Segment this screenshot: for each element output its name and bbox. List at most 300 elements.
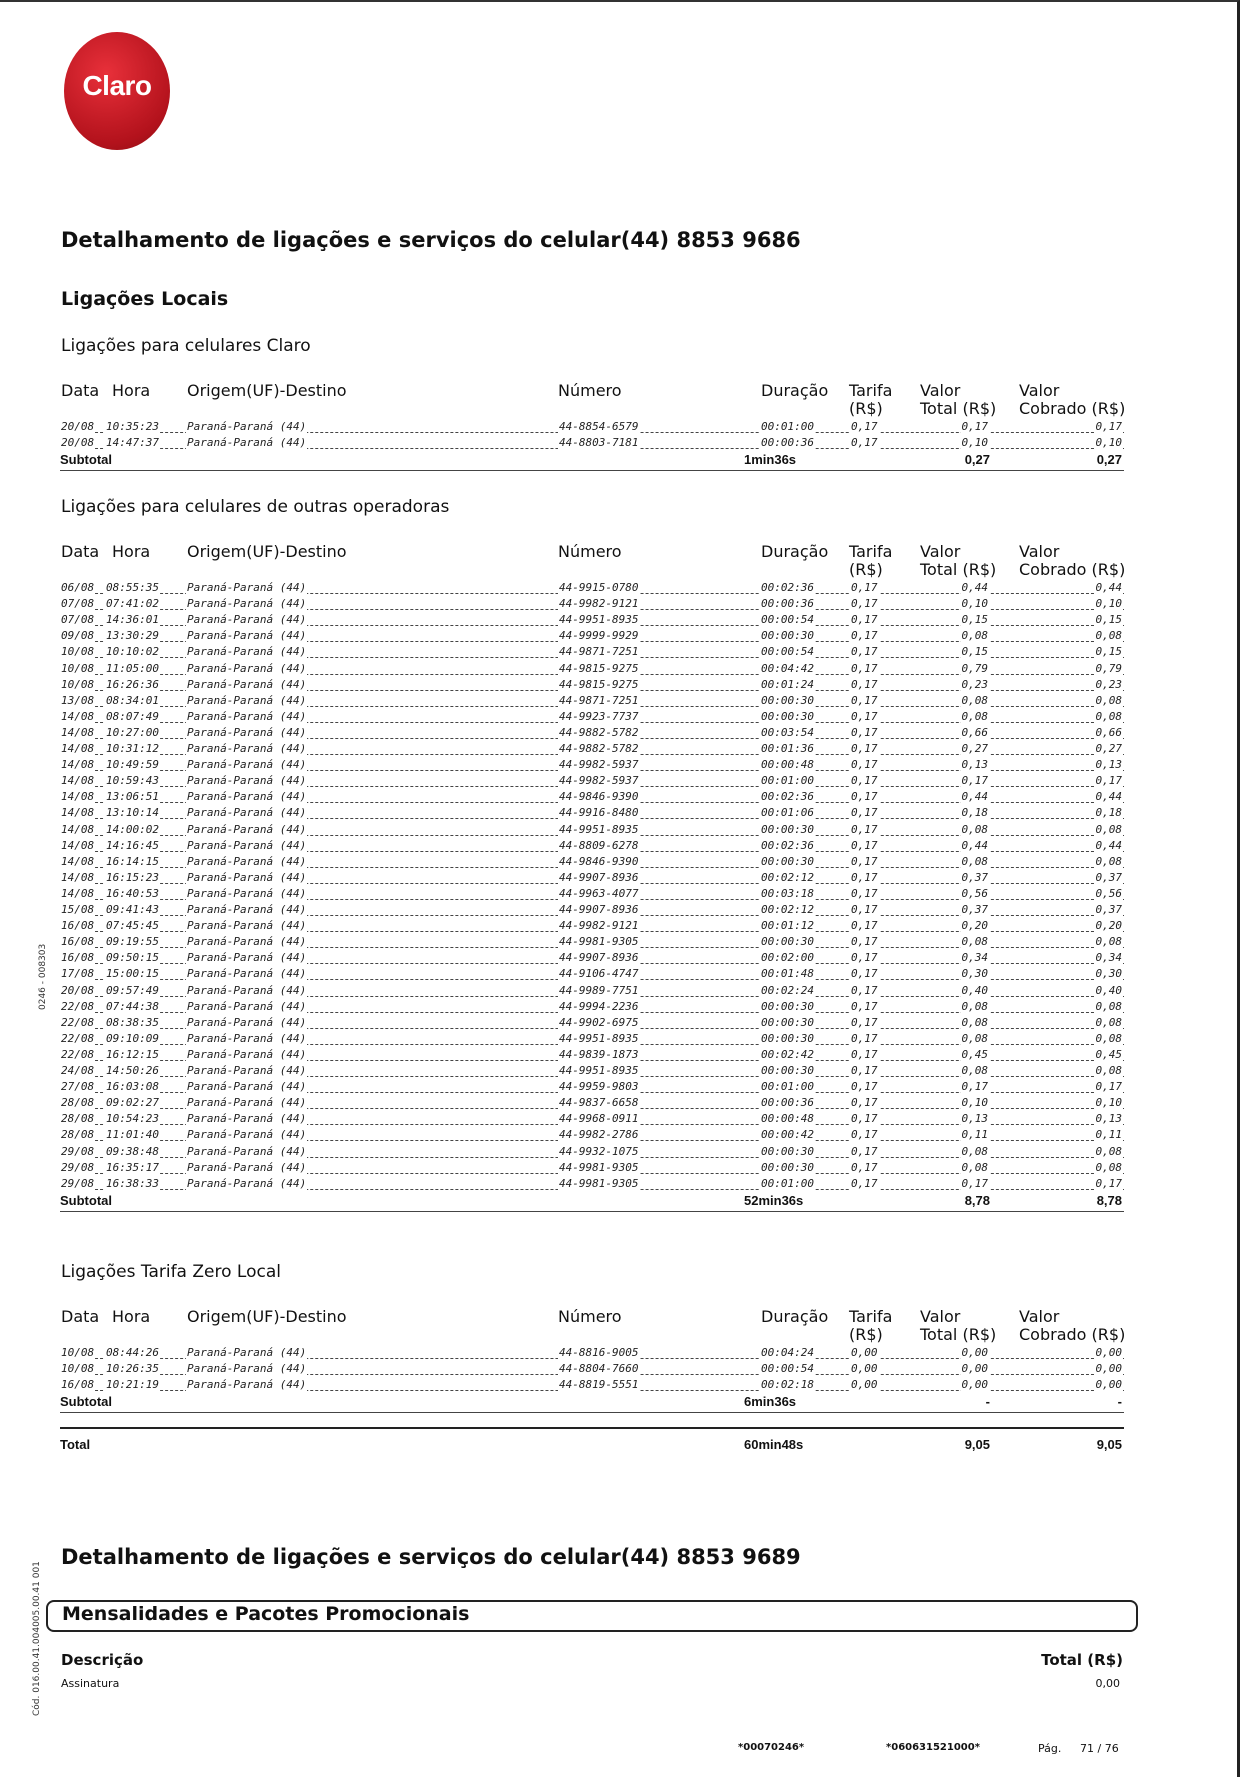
cell-hora: 16:38:33 <box>106 1176 159 1190</box>
cell-tarifa: 0,17 <box>851 886 878 900</box>
cell-valor-total: 0,08 <box>961 1031 988 1045</box>
cell-hora: 10:27:00 <box>106 725 159 739</box>
cell-origem: Paraná-Paraná (44) <box>187 436 307 450</box>
cell-valor-total: 0,37 <box>961 870 988 884</box>
cell-numero: 44-9968-0911 <box>559 1112 639 1126</box>
col-header-hora: Hora <box>112 542 151 561</box>
cell-data: 14/08 <box>61 758 95 772</box>
call-row <box>60 822 1124 838</box>
cell-tarifa: 0,17 <box>851 870 878 884</box>
cell-valor-cobrado: 0,44 <box>1095 838 1122 852</box>
total-valor-cobrado: 9,05 <box>1096 1437 1122 1452</box>
cell-valor-total: 0,17 <box>961 774 988 788</box>
cell-valor-cobrado: 0,08 <box>1095 1015 1122 1029</box>
call-row <box>60 644 1124 660</box>
cell-tarifa: 0,00 <box>851 1346 878 1359</box>
cell-valor-cobrado: 0,17 <box>1095 420 1122 433</box>
col-header-origem: Origem(UF)-Destino <box>187 542 347 561</box>
cell-valor-total: 0,17 <box>961 1176 988 1190</box>
cell-numero: 44-9932-1075 <box>559 1144 639 1158</box>
cell-numero: 44-9907-8936 <box>559 951 639 965</box>
cell-tarifa: 0,17 <box>851 999 878 1013</box>
cell-data: 10/08 <box>61 661 95 675</box>
cell-numero: 44-9916-8480 <box>559 806 639 820</box>
cell-duracao: 00:02:18 <box>761 1378 814 1392</box>
cell-duracao: 00:00:30 <box>761 935 814 949</box>
cell-duracao: 00:01:48 <box>761 967 814 981</box>
cell-valor-cobrado: 0,13 <box>1095 1112 1122 1126</box>
col-header-duracao: Duração <box>761 381 829 400</box>
cell-duracao: 00:00:36 <box>761 1096 814 1110</box>
call-row <box>60 789 1124 805</box>
cell-valor-total: 0,40 <box>961 983 988 997</box>
cell-origem: Paraná-Paraná (44) <box>187 790 307 804</box>
cell-data: 16/08 <box>61 935 95 949</box>
cell-tarifa: 0,17 <box>851 854 878 868</box>
call-row <box>60 1047 1124 1063</box>
cell-valor-total: 0,17 <box>961 1080 988 1094</box>
cell-valor-total: 0,08 <box>961 999 988 1013</box>
subtotal-label: Subtotal <box>60 1192 112 1208</box>
cell-numero: 44-9815-9275 <box>559 677 639 691</box>
cell-origem: Paraná-Paraná (44) <box>187 1160 307 1174</box>
cell-hora: 10:26:35 <box>106 1362 159 1376</box>
cell-hora: 11:05:00 <box>106 661 159 675</box>
cell-duracao: 00:00:36 <box>761 597 814 611</box>
cell-tarifa: 0,17 <box>851 420 878 433</box>
call-row <box>60 983 1124 999</box>
cell-valor-total: 0,08 <box>961 1160 988 1174</box>
cell-tarifa: 0,17 <box>851 1015 878 1029</box>
cell-valor-cobrado: 0,30 <box>1095 967 1122 981</box>
col-header-duracao: Duração <box>761 1307 829 1326</box>
cell-data: 22/08 <box>61 1047 95 1061</box>
cell-hora: 14:00:02 <box>106 822 159 836</box>
col-header-valor-total-unit: Total (R$) <box>920 399 997 418</box>
cell-origem: Paraná-Paraná (44) <box>187 1378 307 1392</box>
cell-tarifa: 0,17 <box>851 645 878 659</box>
cell-valor-total: 0,08 <box>961 1144 988 1158</box>
cell-hora: 09:50:15 <box>106 951 159 965</box>
cell-data: 14/08 <box>61 774 95 788</box>
cell-duracao: 00:00:30 <box>761 1064 814 1077</box>
call-row <box>60 886 1124 902</box>
cell-valor-cobrado: 0,10 <box>1095 436 1122 450</box>
subtotal-rule <box>60 1211 1124 1212</box>
call-row <box>60 741 1124 757</box>
cell-origem: Paraná-Paraná (44) <box>187 919 307 933</box>
side-code-top: 0246 - 008303 <box>38 943 48 1010</box>
cell-data: 06/08 <box>61 581 95 594</box>
cell-hora: 08:34:01 <box>106 693 159 707</box>
cell-valor-total: 0,08 <box>961 935 988 949</box>
cell-data: 14/08 <box>61 725 95 739</box>
cell-valor-total: 0,44 <box>961 838 988 852</box>
call-row <box>60 1063 1124 1079</box>
call-row <box>60 1079 1124 1095</box>
cell-origem: Paraná-Paraná (44) <box>187 854 307 868</box>
cell-origem: Paraná-Paraná (44) <box>187 1346 307 1359</box>
call-row <box>60 612 1124 628</box>
cell-data: 29/08 <box>61 1176 95 1190</box>
col-header-hora: Hora <box>112 381 151 400</box>
cell-duracao: 00:00:30 <box>761 1015 814 1029</box>
footer-page-label: Pág. <box>1038 1742 1062 1755</box>
cell-origem: Paraná-Paraná (44) <box>187 886 307 900</box>
cell-valor-cobrado: 0,08 <box>1095 629 1122 643</box>
subtotal-valor-cobrado: 8,78 <box>1096 1192 1122 1208</box>
call-row <box>60 628 1124 644</box>
cell-hora: 14:50:26 <box>106 1064 159 1077</box>
cell-data: 14/08 <box>61 838 95 852</box>
cell-data: 14/08 <box>61 806 95 820</box>
cell-data: 10/08 <box>61 645 95 659</box>
cell-valor-cobrado: 0,00 <box>1095 1362 1122 1376</box>
cell-origem: Paraná-Paraná (44) <box>187 1031 307 1045</box>
cell-origem: Paraná-Paraná (44) <box>187 951 307 965</box>
cell-duracao: 00:00:30 <box>761 693 814 707</box>
cell-origem: Paraná-Paraná (44) <box>187 838 307 852</box>
call-row <box>60 661 1124 677</box>
cell-tarifa: 0,17 <box>851 1160 878 1174</box>
total-row <box>60 1437 1124 1453</box>
cell-numero: 44-9989-7751 <box>559 983 639 997</box>
call-row <box>60 435 1124 451</box>
cell-tarifa: 0,17 <box>851 742 878 755</box>
cell-data: 09/08 <box>61 629 95 643</box>
cell-numero: 44-8854-6579 <box>559 420 639 433</box>
cell-valor-cobrado: 0,44 <box>1095 790 1122 804</box>
claro-logo <box>64 32 170 150</box>
cell-numero: 44-9106-4747 <box>559 967 639 981</box>
col-header-data: Data <box>61 1307 100 1326</box>
subtotal-valor-total: 0,27 <box>964 452 990 468</box>
cell-numero: 44-8819-5551 <box>559 1378 639 1392</box>
call-row <box>60 1345 1124 1361</box>
cell-valor-cobrado: 0,20 <box>1095 919 1122 933</box>
cell-numero: 44-9951-8935 <box>559 1031 639 1045</box>
cell-hora: 07:41:02 <box>106 597 159 611</box>
cell-data: 20/08 <box>61 436 95 450</box>
descricao-header: Descrição <box>61 1651 144 1669</box>
cell-data: 16/08 <box>61 951 95 965</box>
cell-numero: 44-9837-6658 <box>559 1096 639 1110</box>
cell-hora: 07:45:45 <box>106 919 159 933</box>
cell-numero: 44-9923-7737 <box>559 709 639 723</box>
col-header-tarifa: Tarifa <box>849 381 893 400</box>
assinatura-label: Assinatura <box>61 1677 120 1690</box>
cell-duracao: 00:03:18 <box>761 886 814 900</box>
cell-valor-total: 0,10 <box>961 1096 988 1110</box>
cell-hora: 09:41:43 <box>106 903 159 916</box>
subtotal-valor-cobrado: 0,27 <box>1096 452 1122 468</box>
col-header-valor-cobrado: Valor <box>1019 381 1060 400</box>
cell-valor-total: 0,08 <box>961 1015 988 1029</box>
cell-hora: 14:36:01 <box>106 613 159 627</box>
cell-tarifa: 0,17 <box>851 951 878 965</box>
cell-hora: 16:03:08 <box>106 1080 159 1094</box>
cell-origem: Paraná-Paraná (44) <box>187 1176 307 1190</box>
cell-tarifa: 0,17 <box>851 790 878 804</box>
cell-data: 28/08 <box>61 1096 95 1110</box>
col-header-tarifa: Tarifa <box>849 542 893 561</box>
cell-tarifa: 0,17 <box>851 806 878 820</box>
col-header-numero: Número <box>558 542 622 561</box>
cell-duracao: 00:00:48 <box>761 1112 814 1126</box>
total-rs-header: Total (R$) <box>1041 1651 1123 1669</box>
cell-origem: Paraná-Paraná (44) <box>187 677 307 691</box>
cell-valor-total: 0,00 <box>961 1378 988 1392</box>
subtotal-valor-total: - <box>985 1394 990 1410</box>
cell-origem: Paraná-Paraná (44) <box>187 1064 307 1077</box>
cell-origem: Paraná-Paraná (44) <box>187 935 307 949</box>
total-label: Total <box>60 1437 91 1452</box>
cell-tarifa: 0,17 <box>851 822 878 836</box>
cell-valor-total: 0,10 <box>961 597 988 611</box>
cell-hora: 16:14:15 <box>106 854 159 868</box>
cell-valor-total: 0,79 <box>961 661 988 675</box>
cell-valor-total: 0,08 <box>961 693 988 707</box>
subtotal-duracao: 1min36s <box>744 452 797 468</box>
cell-numero: 44-9846-9390 <box>559 854 639 868</box>
cell-numero: 44-9981-9305 <box>559 1160 639 1174</box>
cell-origem: Paraná-Paraná (44) <box>187 629 307 643</box>
cell-numero: 44-8816-9005 <box>559 1346 639 1359</box>
cell-hora: 14:16:45 <box>106 838 159 852</box>
cell-valor-cobrado: 0,08 <box>1095 854 1122 868</box>
cell-numero: 44-9982-9121 <box>559 597 639 611</box>
col-header-tarifa-unit: (R$) <box>849 560 883 579</box>
footer-page-number: 71 / 76 <box>1080 1742 1119 1755</box>
cell-numero: 44-9982-2786 <box>559 1128 639 1142</box>
cell-valor-cobrado: 0,56 <box>1095 886 1122 900</box>
cell-duracao: 00:01:00 <box>761 774 814 788</box>
subtotal-row <box>60 1394 1124 1410</box>
cell-duracao: 00:00:54 <box>761 1362 814 1376</box>
cell-duracao: 00:00:30 <box>761 1160 814 1174</box>
call-row <box>60 1015 1124 1031</box>
cell-origem: Paraná-Paraná (44) <box>187 870 307 884</box>
cell-tarifa: 0,17 <box>851 597 878 611</box>
subtotal-label: Subtotal <box>60 452 112 468</box>
cell-duracao: 00:01:00 <box>761 1080 814 1094</box>
group-title: Ligações para celulares Claro <box>61 336 311 356</box>
cell-valor-cobrado: 0,08 <box>1095 709 1122 723</box>
cell-hora: 13:06:51 <box>106 790 159 804</box>
group-title: Ligações para celulares de outras operadoras <box>61 497 450 517</box>
cell-hora: 16:12:15 <box>106 1047 159 1061</box>
call-row <box>60 934 1124 950</box>
cell-tarifa: 0,17 <box>851 613 878 627</box>
cell-tarifa: 0,00 <box>851 1378 878 1392</box>
cell-valor-cobrado: 0,34 <box>1095 951 1122 965</box>
subtotal-row <box>60 452 1124 468</box>
cell-valor-total: 0,08 <box>961 709 988 723</box>
cell-numero: 44-9959-9803 <box>559 1080 639 1094</box>
cell-tarifa: 0,17 <box>851 935 878 949</box>
col-header-valor-cobrado: Valor <box>1019 1307 1060 1326</box>
cell-duracao: 00:00:30 <box>761 1031 814 1045</box>
cell-origem: Paraná-Paraná (44) <box>187 822 307 836</box>
cell-numero: 44-9871-7251 <box>559 693 639 707</box>
col-header-valor-total-unit: Total (R$) <box>920 1325 997 1344</box>
call-row <box>60 693 1124 709</box>
cell-duracao: 00:02:24 <box>761 983 814 997</box>
cell-numero: 44-9915-0780 <box>559 581 639 594</box>
cell-origem: Paraná-Paraná (44) <box>187 725 307 739</box>
subtotal-duracao: 52min36s <box>744 1192 804 1208</box>
section2-title: Detalhamento de ligações e serviços do celular(44) 8853 9689 <box>61 1545 801 1569</box>
cell-valor-total: 0,23 <box>961 677 988 691</box>
cell-origem: Paraná-Paraná (44) <box>187 806 307 820</box>
cell-tarifa: 0,17 <box>851 661 878 675</box>
col-header-duracao: Duração <box>761 542 829 561</box>
cell-hora: 09:38:48 <box>106 1144 159 1158</box>
cell-tarifa: 0,17 <box>851 1047 878 1061</box>
total-rule <box>60 1427 1124 1429</box>
col-header-tarifa: Tarifa <box>849 1307 893 1326</box>
cell-data: 22/08 <box>61 999 95 1013</box>
cell-data: 14/08 <box>61 742 95 755</box>
cell-data: 14/08 <box>61 822 95 836</box>
cell-data: 22/08 <box>61 1015 95 1029</box>
cell-origem: Paraná-Paraná (44) <box>187 1096 307 1110</box>
cell-hora: 09:02:27 <box>106 1096 159 1110</box>
section1-title: Detalhamento de ligações e serviços do celular(44) 8853 9686 <box>61 228 801 252</box>
cell-duracao: 00:03:54 <box>761 725 814 739</box>
cell-hora: 10:59:43 <box>106 774 159 788</box>
cell-valor-cobrado: 0,08 <box>1095 1031 1122 1045</box>
cell-tarifa: 0,17 <box>851 903 878 916</box>
cell-tarifa: 0,17 <box>851 436 878 450</box>
cell-valor-cobrado: 0,00 <box>1095 1346 1122 1359</box>
cell-origem: Paraná-Paraná (44) <box>187 1015 307 1029</box>
subtotal-valor-total: 8,78 <box>964 1192 990 1208</box>
call-row <box>60 580 1124 596</box>
cell-valor-cobrado: 0,11 <box>1095 1128 1122 1142</box>
side-code-bottom: Cód. 016.00.41.004005.00.41 001 <box>32 1561 42 1716</box>
cell-origem: Paraná-Paraná (44) <box>187 1362 307 1376</box>
cell-duracao: 00:01:00 <box>761 1176 814 1190</box>
cell-duracao: 00:00:48 <box>761 758 814 772</box>
cell-hora: 08:38:35 <box>106 1015 159 1029</box>
cell-hora: 16:26:36 <box>106 677 159 691</box>
col-header-tarifa-unit: (R$) <box>849 1325 883 1344</box>
cell-data: 13/08 <box>61 693 95 707</box>
subtotal-rule <box>60 1412 1124 1413</box>
cell-tarifa: 0,17 <box>851 693 878 707</box>
cell-valor-total: 0,13 <box>961 758 988 772</box>
cell-origem: Paraná-Paraná (44) <box>187 1112 307 1126</box>
call-row <box>60 902 1124 918</box>
cell-valor-total: 0,11 <box>961 1128 988 1142</box>
cell-data: 22/08 <box>61 1031 95 1045</box>
cell-valor-cobrado: 0,08 <box>1095 1144 1122 1158</box>
cell-duracao: 00:00:54 <box>761 645 814 659</box>
col-header-data: Data <box>61 381 100 400</box>
cell-data: 20/08 <box>61 420 95 433</box>
cell-valor-cobrado: 0,23 <box>1095 677 1122 691</box>
cell-valor-cobrado: 0,08 <box>1095 693 1122 707</box>
cell-valor-total: 0,17 <box>961 420 988 433</box>
cell-tarifa: 0,17 <box>851 1176 878 1190</box>
cell-valor-cobrado: 0,66 <box>1095 725 1122 739</box>
subtotal-row <box>60 1193 1124 1209</box>
cell-valor-total: 0,18 <box>961 806 988 820</box>
footer-code-2: *060631521000* <box>886 1742 980 1753</box>
call-row <box>60 1111 1124 1127</box>
cell-valor-total: 0,20 <box>961 919 988 933</box>
cell-numero: 44-9839-1873 <box>559 1047 639 1061</box>
cell-numero: 44-9846-9390 <box>559 790 639 804</box>
cell-data: 14/08 <box>61 854 95 868</box>
cell-valor-cobrado: 0,10 <box>1095 1096 1122 1110</box>
cell-valor-total: 0,34 <box>961 951 988 965</box>
cell-numero: 44-8809-6278 <box>559 838 639 852</box>
cell-origem: Paraná-Paraná (44) <box>187 903 307 916</box>
cell-valor-cobrado: 0,08 <box>1095 999 1122 1013</box>
cell-numero: 44-9907-8936 <box>559 870 639 884</box>
cell-hora: 13:10:14 <box>106 806 159 820</box>
call-row <box>60 1127 1124 1143</box>
cell-duracao: 00:00:42 <box>761 1128 814 1142</box>
cell-data: 28/08 <box>61 1112 95 1126</box>
cell-data: 16/08 <box>61 1378 95 1392</box>
cell-numero: 44-9882-5782 <box>559 742 639 755</box>
call-row <box>60 1160 1124 1176</box>
cell-hora: 08:44:26 <box>106 1346 159 1359</box>
cell-hora: 11:01:40 <box>106 1128 159 1142</box>
cell-hora: 10:10:02 <box>106 645 159 659</box>
call-row <box>60 709 1124 725</box>
cell-data: 14/08 <box>61 790 95 804</box>
cell-origem: Paraná-Paraná (44) <box>187 774 307 788</box>
cell-tarifa: 0,17 <box>851 919 878 933</box>
footer-code-1: *00070246* <box>738 1742 805 1753</box>
call-row <box>60 838 1124 854</box>
cell-data: 10/08 <box>61 1346 95 1359</box>
cell-valor-total: 0,15 <box>961 613 988 627</box>
cell-duracao: 00:00:30 <box>761 1144 814 1158</box>
call-row <box>60 596 1124 612</box>
cell-numero: 44-9871-7251 <box>559 645 639 659</box>
col-header-numero: Número <box>558 1307 622 1326</box>
cell-valor-cobrado: 0,79 <box>1095 661 1122 675</box>
call-row <box>60 725 1124 741</box>
cell-tarifa: 0,17 <box>851 1031 878 1045</box>
cell-data: 14/08 <box>61 709 95 723</box>
cell-origem: Paraná-Paraná (44) <box>187 661 307 675</box>
assinatura-total: 0,00 <box>1095 1677 1120 1690</box>
cell-tarifa: 0,00 <box>851 1362 878 1376</box>
cell-hora: 16:40:53 <box>106 886 159 900</box>
col-header-valor-cobrado-unit: Cobrado (R$) <box>1019 1325 1126 1344</box>
cell-tarifa: 0,17 <box>851 1064 878 1077</box>
cell-duracao: 00:02:12 <box>761 903 814 916</box>
cell-valor-cobrado: 0,15 <box>1095 645 1122 659</box>
cell-valor-total: 0,08 <box>961 629 988 643</box>
cell-hora: 10:54:23 <box>106 1112 159 1126</box>
cell-origem: Paraná-Paraná (44) <box>187 1144 307 1158</box>
cell-numero: 44-9902-6975 <box>559 1015 639 1029</box>
cell-origem: Paraná-Paraná (44) <box>187 420 307 433</box>
cell-valor-total: 0,37 <box>961 903 988 916</box>
cell-tarifa: 0,17 <box>851 629 878 643</box>
col-header-valor-total: Valor <box>920 542 961 561</box>
cell-valor-cobrado: 0,17 <box>1095 1176 1122 1190</box>
cell-data: 20/08 <box>61 983 95 997</box>
group-title: Ligações Tarifa Zero Local <box>61 1262 281 1282</box>
